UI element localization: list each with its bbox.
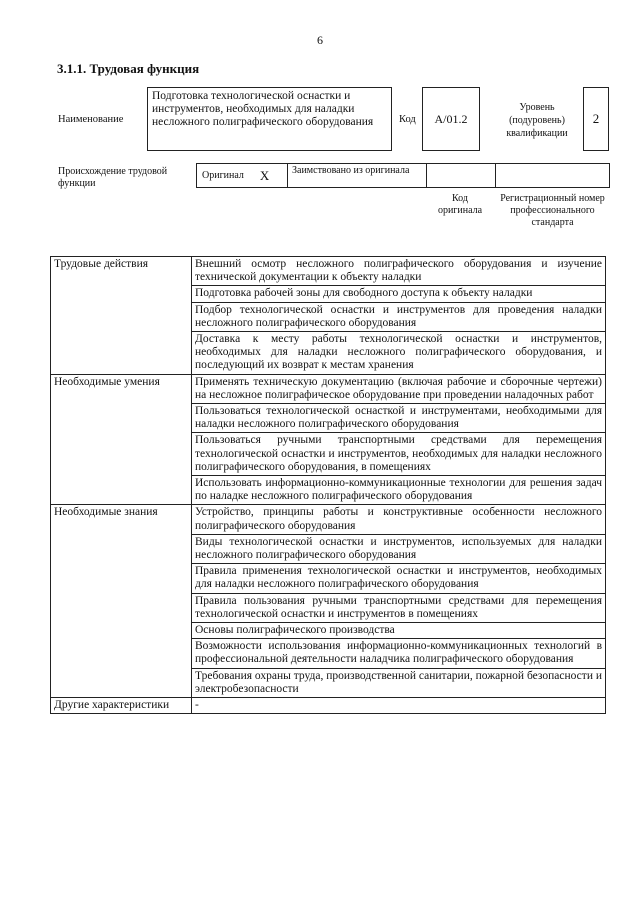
section-title: 3.1.1. Трудовая функция [57,61,200,76]
section-heading: Трудовые действия [51,257,192,375]
section-heading: Необходимые знания [51,505,192,698]
level-label: Уровень (подуровень) квалификации [506,102,568,139]
section-item: Устройство, принципы работы и конструктивные особенности несложного полиграфического оборудования [192,505,606,534]
section-item: Внешний осмотр несложного полиграфического оборудования и изучение технической документации к объекту наладки [192,257,606,286]
reg-number-cell [495,163,610,188]
section-item: Основы полиграфического производства [192,623,606,639]
function-code: А/01.2 [422,87,480,151]
section-item: Правила применения технологической оснастки и инструментов, необходимых для наладки несложного полиграфического оборудования [192,564,606,593]
borrowed-cell: Заимствовано из оригинала [287,163,427,188]
section-item: Пользоваться ручными транспортными средствами для перемещения технологической оснастки и инструментов, необходимых для наладки несложного полиграфического оборудования, в помещениях [192,433,606,476]
origin-row [196,163,610,188]
code-original-caption: Код оригинала [437,193,483,216]
qualification-level: 2 [583,87,609,151]
section-item: Доставка к месту работы технологической оснастки и инструментов, необходимых для наладки несложного полиграфического оборудования, и последующий их возврат к местам хранения [192,332,606,375]
section-heading: Другие характеристики [51,698,192,714]
original-label: Оригинал [202,170,244,181]
table-row [51,505,606,534]
section-item: Применять техническую документацию (включая рабочие и сборочные чертежи) на несложное полиграфическое оборудование при проведении наладочных работ [192,374,606,403]
origin-label: Происхождение трудовой функции [58,166,168,189]
section-item: Подбор технологической оснастки и инструментов для проведения наладки несложного полиграфического оборудования [192,302,606,331]
section-item: Правила пользования ручными транспортными средствами для перемещения технологической оснастки и инструментов в помещениях [192,593,606,622]
name-label: Наименование [58,114,124,125]
original-cell [196,163,288,188]
code-label: Код [399,114,416,125]
section-item: Использовать информационно-коммуникационные технологии для решения задач по наладке несложного полиграфического оборудования [192,476,606,505]
section-heading: Необходимые умения [51,374,192,505]
page-number: 6 [317,33,323,47]
function-details-table [50,256,606,714]
table-row [51,374,606,403]
section-item: Пользоваться технологической оснасткой и инструментами, необходимыми для наладки несложного полиграфического оборудования [192,404,606,433]
section-item: - [192,698,606,714]
section-item: Возможности использования информационно-коммуникационных технологий в профессиональной деятельности наладчика полиграфического оборудования [192,639,606,668]
table-row [51,698,606,714]
section-item: Подготовка рабочей зоны для свободного доступа к объекту наладки [192,286,606,302]
section-item: Требования охраны труда, производственной санитарии, пожарной безопасности и электробезопасности [192,668,606,697]
code-original-cell [426,163,496,188]
section-item: Виды технологической оснастки и инструментов, используемых для наладки несложного полиграфического оборудования [192,534,606,563]
table-row [51,257,606,286]
reg-number-caption: Регистрационный номер профессионального стандарта [500,193,605,228]
original-mark: X [259,167,270,183]
function-name: Подготовка технологической оснастки и инструментов, необходимых для наладки несложного полиграфического оборудования [147,87,392,151]
